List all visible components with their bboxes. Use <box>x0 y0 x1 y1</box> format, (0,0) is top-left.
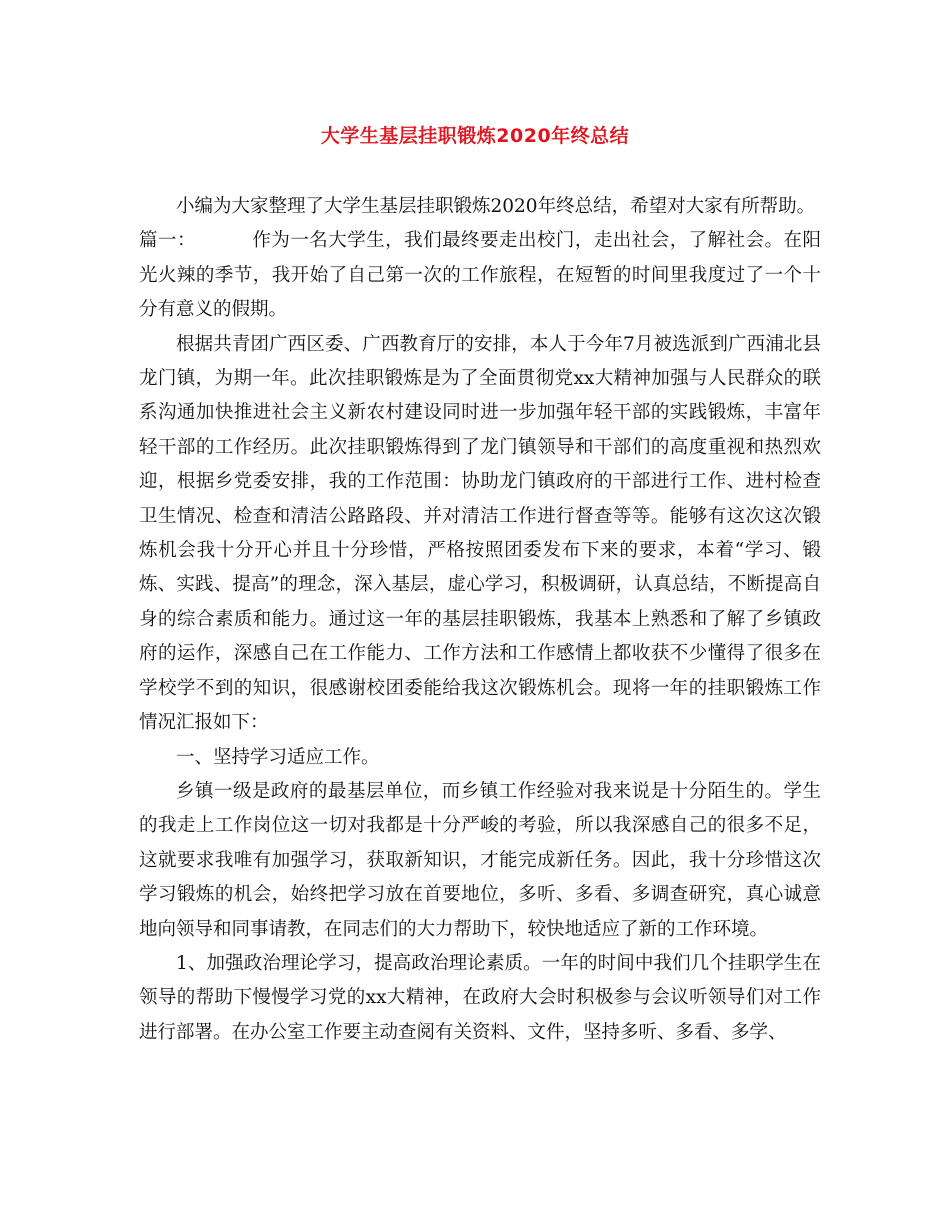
document-body <box>139 190 821 1050</box>
body-paragraph: 1、加强政治理论学习，提高政治理论素质。一年的时间中我们几个挂职学生在领导的帮助下慢慢学习党的xx大精神，在政府大会时积极参与会议听领导们对工作进行部署。在办公室工作要主动查阅有关资料、文件，坚持多听、多看、多学、 <box>139 952 821 1043</box>
intro-paragraph <box>139 190 821 224</box>
document-title: 大学生基层挂职锻炼2020年终总结 <box>320 125 630 147</box>
body-paragraph: 根据共青团广西区委、广西教育厅的安排，本人于今年7月被选派到广西浦北县龙门镇，为期一年。此次挂职锻炼是为了全面贯彻党xx大精神加强与人民群众的联系沟通加快推进社会主义新农村建设同时进一步加强年轻干部的实践锻炼，丰富年轻干部的工作经历。此次挂职锻炼得到了龙门镇领导和干部们的高度重视和热烈欢迎，根据乡党委安排，我的工作范围：协助龙门镇政府的干部进行工作、进村检查卫生情况、检查和清洁公路路段、并对清洁工作进行督查等等。能够有这次这次锻炼机会我十分开心并且十分珍惜，严格按照团委发布下来的要求，本着“学习、锻炼、实践、提高”的理念，深入基层，虚心学习，积极调研，认真总结，不断提高自身的综合素质和能力。通过这一年的基层挂职锻炼，我基本上熟悉和了解了乡镇政府的运作，深感自己在工作能力、工作方法和工作感情上都收获不少懂得了很多在学校学不到的知识，很感谢校团委能给我这次锻炼机会。现将一年的挂职锻炼工作情况汇报如下： <box>139 333 821 734</box>
intro-text: 小编为大家整理了大学生基层挂职锻炼2020年终总结，希望对大家有所帮助。 <box>176 196 816 217</box>
part-label: 篇一： <box>139 230 196 252</box>
body-paragraph: 乡镇一级是政府的最基层单位，而乡镇工作经验对我来说是十分陌生的。学生的我走上工作岗位这一切对我都是十分严峻的考验，所以我深感自己的很多不足，这就要求我唯有加强学习，获取新知识，才能完成新任务。因此，我十分珍惜这次学习锻炼的机会，始终把学习放在首要地位，多听、多看、多调查研究，真心诚意地向领导和同事请教，在同志们的大力帮助下，较快地适应了新的工作环境。 <box>139 780 821 940</box>
part-one-paragraph <box>139 224 821 327</box>
section-heading: 一、坚持学习适应工作。 <box>176 746 380 768</box>
part-one-text: 作为一名大学生，我们最终要走出校门，走出社会，了解社会。在阳光火辣的季节，我开始了自己第一次的工作旅程，在短暂的时间里我度过了一个十分有意义的假期。 <box>139 230 821 321</box>
